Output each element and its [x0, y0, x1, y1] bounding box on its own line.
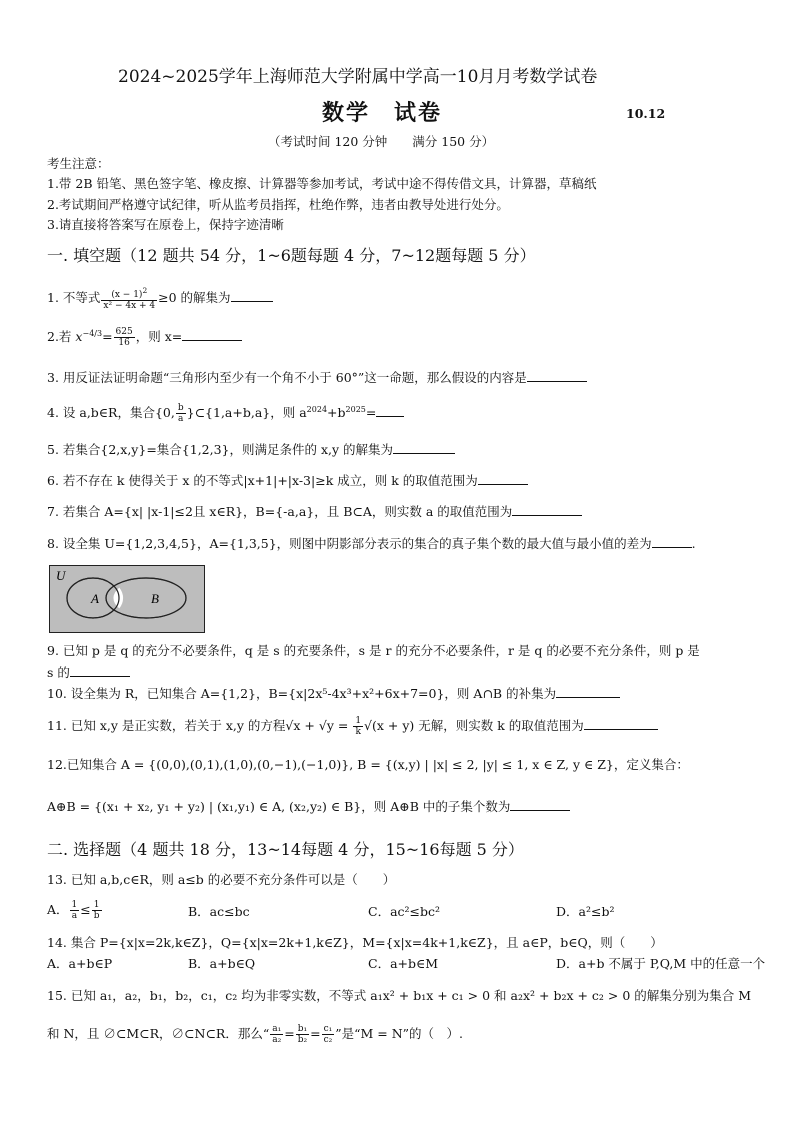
- question-12: 12.已知集合 A = {(0,0),(0,1),(1,0),(0,−1),(−1,0)}, B = {(x,y) | |x| ≤ 2, |y| ≤ 1, x ∈ Z, y ∈ Z}，定义集合：: [47, 757, 689, 772]
- question-4: 4. 设 a,b∈R，集合{0, $\frac{b}{a}$ }⊂{1,a+b,a}，则 $a^{2024}+b^{2025}=$: [47, 402, 404, 424]
- question-15-line2: 和 N，且 ∅⊂M⊂R，∅⊂N⊂R．那么“ $\frac{\text{a₁}}{\text{a₂}}$ = $\frac{\text{b₁}}{\text{b₂}}$ = $\frac{\text{c₁}}{\text{c₂}}$ ”是“M = N”的（ ）.: [47, 1024, 464, 1045]
- answer-blank-3[interactable]: [527, 369, 587, 382]
- venn-diagram: [49, 565, 205, 633]
- q13-option-b[interactable]: B．ac≤bc: [188, 904, 250, 919]
- answer-blank-10[interactable]: [556, 685, 620, 698]
- venn-label-a: A: [91, 591, 99, 606]
- q14-option-a[interactable]: A．a+b∈P: [47, 956, 113, 971]
- q4-fraction: $\frac{b}{a}$: [177, 403, 184, 425]
- question-3: 3. 用反证法证明命题“三角形内至少有一个角不小于 60°”这一命题，那么假设的内容是: [47, 369, 587, 386]
- q13-option-c[interactable]: C．ac²≤bc²: [368, 904, 441, 919]
- answer-blank-6[interactable]: [478, 472, 528, 485]
- section1-heading: 一. 填空题（12 题共 54 分，1~6题每题 4 分，7~12题每题 5 分）: [47, 246, 536, 265]
- exam-title: 2024~2025学年上海师范大学附属中学高一10月月考数学试卷: [118, 67, 598, 87]
- notice-heading: 考生注意：: [47, 156, 110, 171]
- q14-option-c[interactable]: C．a+b∈M: [368, 956, 439, 971]
- question-6: 6. 若不存在 k 使得关于 x 的不等式|x+1|+|x-3|≥k 成立，则 k 的取值范围为: [47, 472, 528, 489]
- question-8: 8. 设全集 U={1,2,3,4,5}，A={1,3,5}，则图中阴影部分表示的集合的真子集个数的最大值与最小值的差为 .: [47, 536, 696, 551]
- question-13: 13. 已知 a,b,c∈R，则 a≤b 的必要不充分条件可以是（ ）: [47, 872, 396, 887]
- question-14: 14. 集合 P={x|x=2k,k∈Z}，Q={x|x=2k+1,k∈Z}，M={x|x=4k+1,k∈Z}，且 a∈P，b∈Q，则（ ）: [47, 935, 663, 950]
- q1-fraction: $\frac{(x - 1)^2}{\text{x² − 4x + 4}}$: [103, 286, 156, 311]
- question-11: 11. 已知 x,y 是正实数，若关于 x,y 的方程√x + √y = $\frac{1}{k}$ √(x + y) 无解，则实数 k 的取值范围为: [47, 716, 658, 737]
- q13-option-a[interactable]: A． $\frac{1}{a}$ ≤ $\frac{1}{b}$: [47, 900, 100, 921]
- exam-date: 10.12: [626, 106, 666, 121]
- question-12-line2: A⊕B = {(x₁ + x₂, y₁ + y₂) | (x₁,y₁) ∈ A, (x₂,y₂) ∈ B}，则 A⊕B 中的子集个数为: [47, 798, 570, 815]
- q14-option-b[interactable]: B．a+b∈Q: [188, 956, 256, 971]
- section2-heading: 二. 选择题（4 题共 18 分，13~14每题 4 分，15~16每题 5 分）: [47, 840, 524, 859]
- answer-blank-7[interactable]: [512, 503, 582, 516]
- question-9-line2: s 的: [47, 664, 130, 681]
- question-15: 15. 已知 a₁，a₂，b₁，b₂，c₁，c₂ 均为非零实数，不等式 a₁x² + b₁x + c₁ > 0 和 a₂x² + b₂x + c₂ > 0 的解集分别为集合 M: [47, 988, 752, 1003]
- question-10: 10. 设全集为 R，已知集合 A={1,2}，B={x|2x⁵-4x³+x²+6x+7=0}，则 A∩B 的补集为: [47, 685, 620, 702]
- q2-fraction: $\frac{625}{16}$: [115, 327, 133, 349]
- answer-blank-9[interactable]: [70, 664, 130, 677]
- question-5: 5. 若集合{2,x,y}=集合{1,2,3}，则满足条件的 x,y 的解集为: [47, 441, 455, 458]
- question-9: 9. 已知 p 是 q 的充分不必要条件，q 是 s 的充要条件，s 是 r 的充分不必要条件，r 是 q 的必要不充分条件，则 p 是: [47, 643, 700, 658]
- answer-blank-11[interactable]: [584, 717, 658, 730]
- time-info: （考试时间 120 分钟 满分 150 分）: [268, 134, 495, 149]
- question-1: 1. 不等式 $\frac{(x - 1)^2}{\text{x² − 4x + 4}}$ ≥0 的解集为: [47, 286, 273, 311]
- notice-item-2: 2.考试期间严格遵守试纪律，听从监考员指挥，杜绝作弊，违者由教导处进行处分。: [47, 197, 509, 212]
- venn-label-u: U: [56, 568, 66, 583]
- subject-title: 数学 试卷: [322, 100, 443, 126]
- answer-blank-8[interactable]: [652, 535, 692, 548]
- venn-label-b: B: [151, 591, 159, 606]
- answer-blank-12[interactable]: [510, 798, 570, 811]
- question-7: 7. 若集合 A={x| |x-1|≤2且 x∈R}，B={-a,a}，且 B⊂A，则实数 a 的取值范围为: [47, 503, 582, 520]
- answer-blank-4[interactable]: [376, 404, 404, 417]
- q13-option-d[interactable]: D．a²≤b²: [556, 904, 615, 919]
- notice-item-1: 1.带 2B 铅笔、黑色签字笔、橡皮擦、计算器等参加考试，考试中途不得传借文具，计算器，草稿纸: [47, 176, 597, 191]
- question-2: 2.若 $x^{-4/3}=$ $\frac{625}{16}$ ，则 x=: [47, 326, 242, 348]
- q11-fraction: $\frac{1}{k}$: [355, 716, 362, 737]
- answer-blank-1[interactable]: [231, 289, 273, 302]
- answer-blank-2[interactable]: [182, 328, 242, 341]
- notice-item-3: 3.请直接将答案写在原卷上，保持字迹清晰: [47, 217, 284, 232]
- answer-blank-5[interactable]: [393, 441, 455, 454]
- q14-option-d[interactable]: D．a+b 不属于 P,Q,M 中的任意一个: [556, 956, 766, 971]
